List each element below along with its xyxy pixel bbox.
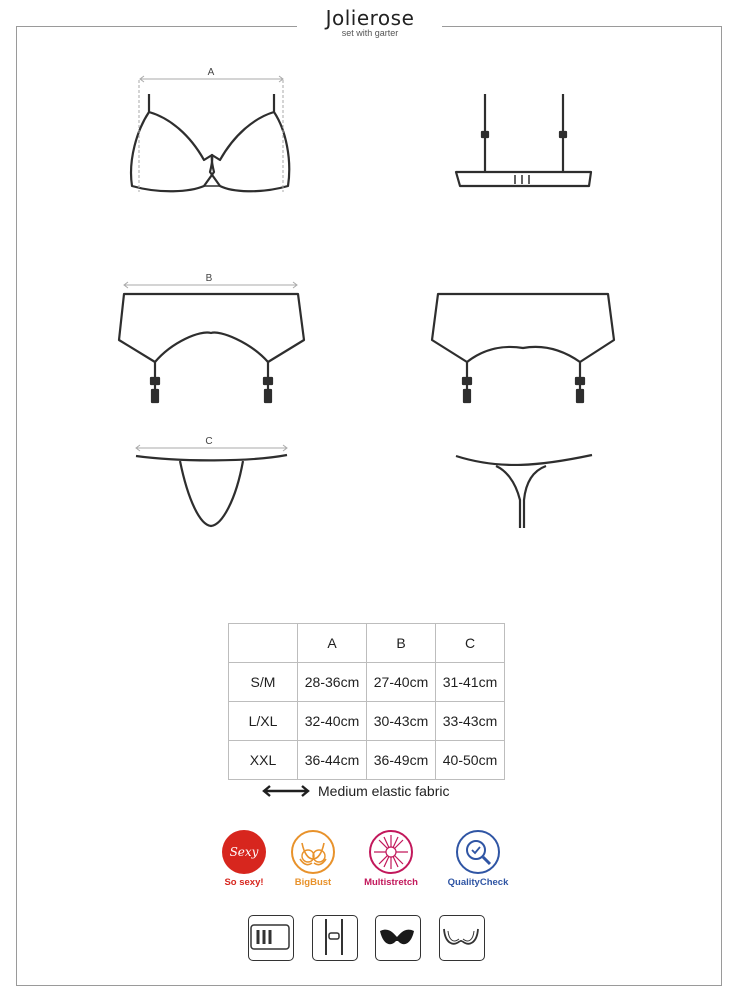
badge-qualitycheck (428, 829, 528, 888)
badge-label: So sexy! (224, 877, 264, 888)
dimension-a-label: A (207, 67, 215, 78)
badge-label: BigBust (294, 877, 332, 888)
page-subtitle: set with garter (341, 28, 399, 38)
table-cell: 33-43cm (436, 702, 505, 741)
table-row (229, 663, 505, 702)
garter-front-drawing (119, 294, 304, 402)
size-cell: S/M (229, 663, 298, 702)
table-cell: 30-43cm (367, 702, 436, 741)
thong-front-drawing (136, 455, 287, 526)
dimension-c (136, 436, 287, 451)
badge-label: QualityCheck (447, 877, 509, 888)
badge-multistretch (341, 829, 441, 888)
dimension-b-label: B (205, 273, 213, 284)
hook-closure-icon (248, 915, 294, 961)
double-arrow-icon (262, 785, 310, 797)
table-cell: 28-36cm (298, 663, 367, 702)
table-header-cell (229, 624, 298, 663)
dimension-c-label: C (205, 436, 213, 447)
fabric-note (262, 783, 450, 799)
table-row (229, 741, 505, 780)
table-header-cell: B (367, 624, 436, 663)
thong-back-drawing (456, 455, 592, 528)
bigbust-icon (290, 829, 336, 875)
underwire-cups-icon (439, 915, 485, 961)
table-header-cell: A (298, 624, 367, 663)
qualitycheck-icon (455, 829, 501, 875)
badge-label: Multistretch (364, 877, 418, 888)
bra-back-drawing (456, 94, 591, 186)
table-cell: 36-44cm (298, 741, 367, 780)
bra-front-drawing (131, 94, 289, 191)
padded-cups-icon (375, 915, 421, 961)
garter-back-drawing (432, 294, 614, 402)
table-cell: 27-40cm (367, 663, 436, 702)
fabric-note-text: Medium elastic fabric (318, 783, 450, 799)
table-cell: 40-50cm (436, 741, 505, 780)
page-title: Jolierose (325, 6, 415, 30)
table-cell: 36-49cm (367, 741, 436, 780)
table-header-row (229, 624, 505, 663)
sexy-icon (221, 829, 267, 875)
size-cell: XXL (229, 741, 298, 780)
table-cell: 32-40cm (298, 702, 367, 741)
dimension-b (124, 273, 297, 288)
table-cell: 31-41cm (436, 663, 505, 702)
table-row (229, 702, 505, 741)
multistretch-icon (368, 829, 414, 875)
table-header-cell: C (436, 624, 505, 663)
size-table (228, 623, 505, 780)
adjustable-strap-icon (312, 915, 358, 961)
size-cell: L/XL (229, 702, 298, 741)
sexy-icon-text: Sexy (229, 845, 259, 859)
